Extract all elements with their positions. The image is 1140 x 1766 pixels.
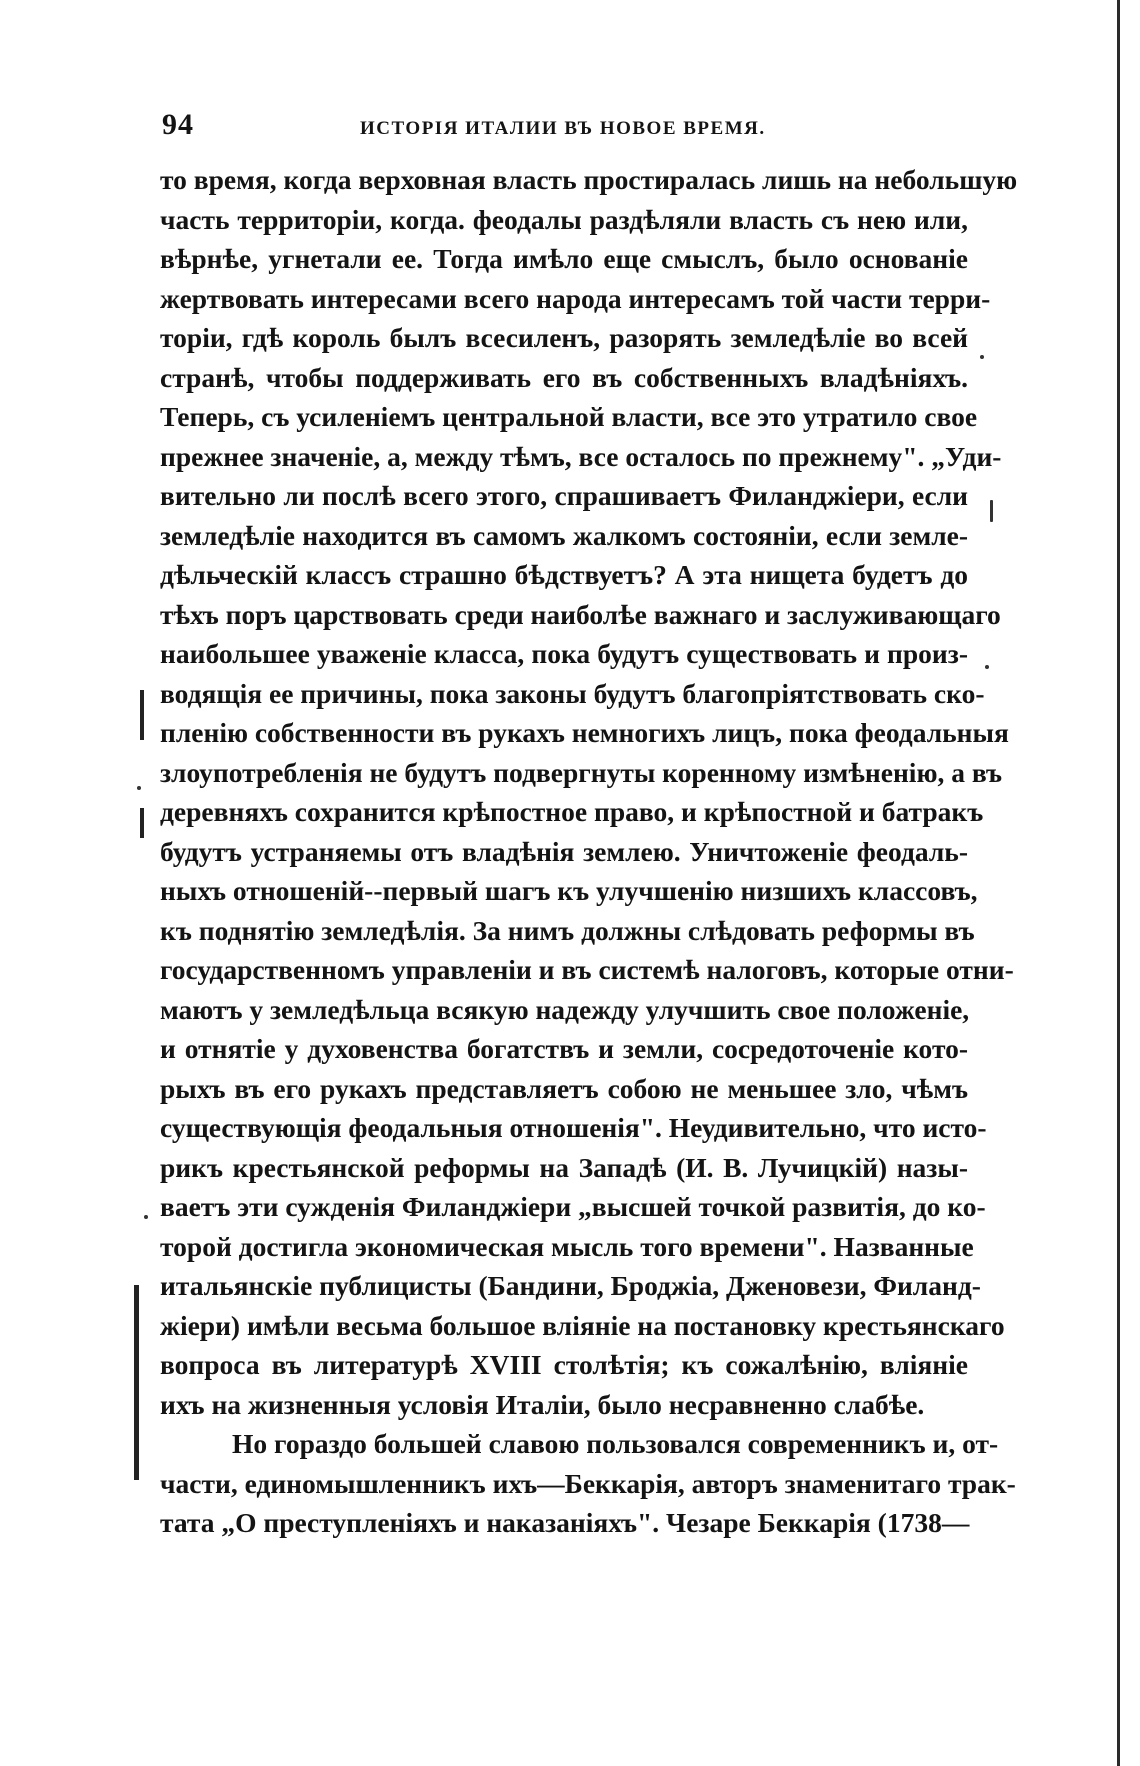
paragraph-start-line: Но гораздо большей славою пользовался современникъ и, от- <box>232 1428 999 1459</box>
text-line: пленію собственности въ рукахъ немногихъ лицъ, пока феодальныя <box>160 717 1009 748</box>
text-line: вительно ли послѣ всего этого, спрашиваетъ Филанджіери, если <box>160 480 968 511</box>
text-line: прежнее значеніе, а, между тѣмъ, все осталось по прежнему". „Уди- <box>160 440 1002 472</box>
text-line: маютъ у земледѣльца всякую надежду улучшить свое положеніе, <box>160 993 970 1025</box>
text-line: Теперь, съ усиленіемъ центральной власти, все это утратило свое <box>160 401 978 432</box>
text-line: то время, когда верховная власть простиралась лишь на небольшую <box>160 164 1018 195</box>
text-line: злоупотребленія не будутъ подвергнуты коренному измѣненію, а въ <box>160 756 1003 788</box>
text-line: къ поднятію земледѣлія. За нимъ должны слѣдовать реформы въ <box>160 914 975 946</box>
text-line: деревняхъ сохранится крѣпостное право, и крѣпостной и батракъ <box>160 796 984 827</box>
text-line: водящія ее причины, пока законы будутъ благопріятствовать ско- <box>160 677 985 709</box>
text-line: рикъ крестьянской реформы на Западѣ (И. В. Лучицкій) назы- <box>160 1151 968 1183</box>
text-line: торіи, гдѣ король былъ всесиленъ, разорять земледѣліе во всей <box>160 322 968 353</box>
text-line: земледѣліе находится въ самомъ жалкомъ состояніи, если земле- <box>160 519 968 551</box>
margin-speck <box>990 500 993 522</box>
text-line: будутъ устраняемы отъ владѣнія землею. Уничтоженіе феодаль- <box>160 835 968 867</box>
text-line: жіери) имѣли весьма большое вліяніе на постановку крестьянскаго <box>160 1309 1005 1341</box>
body-text <box>160 160 1018 1543</box>
margin-mark-sideline <box>134 1285 139 1480</box>
running-title: ИСТОРІЯ ИТАЛИИ ВЪ НОВОЕ ВРЕМЯ. <box>360 118 766 139</box>
page-edge-line <box>1117 0 1120 1766</box>
text-line: дѣльческій классъ страшно бѣдствуетъ? А эта нищета будетъ до <box>160 559 968 590</box>
text-line: и отнятіе у духовенства богатствъ и земли, сосредоточеніе кото- <box>160 1033 968 1064</box>
text-line: ваетъ эти сужденія Филанджіери „высшей точкой развитія, до ко- <box>160 1191 986 1222</box>
margin-speck <box>144 1215 148 1219</box>
text-line: наибольшее уваженіе класса, пока будутъ существовать и произ- <box>160 638 968 669</box>
margin-speck <box>137 786 141 790</box>
text-line: итальянскіе публицисты (Бандини, Броджіа, Дженовези, Филанд- <box>160 1270 981 1301</box>
text-line: рыхъ въ его рукахъ представляетъ собою не меньшее зло, чѣмъ <box>160 1072 968 1104</box>
text-line: часть территоріи, когда. феодалы раздѣляли власть съ нею или, <box>160 203 968 235</box>
margin-mark-bracket-mid <box>140 808 144 838</box>
text-line: тѣхъ поръ царствовать среди наиболѣе важнаго и заслуживающаго <box>160 598 1001 630</box>
margin-speck <box>985 665 989 669</box>
text-line: торой достигла экономическая мысль того времени". Названные <box>160 1230 974 1262</box>
text-line: странѣ, чтобы поддерживать его въ собственныхъ владѣніяхъ. <box>160 361 968 393</box>
text-line: ныхъ отношеній--первый шагъ къ улучшенію низшихъ классовъ, <box>160 875 978 906</box>
text-line: вѣрнѣе, угнетали ее. Тогда имѣло еще смыслъ, было основаніе <box>160 243 968 274</box>
margin-speck <box>980 355 984 359</box>
text-line: существующія феодальныя отношенія". Неудивительно, что исто- <box>160 1112 987 1143</box>
text-line: части, единомышленникъ ихъ—Беккарія, авторъ знаменитаго трак- <box>160 1467 1016 1499</box>
text-line: жертвовать интересами всего народа интересамъ той части терри- <box>160 282 991 314</box>
text-line: государственномъ управленіи и въ системѣ налоговъ, которые отни- <box>160 954 1014 985</box>
margin-mark-bracket-top <box>140 690 144 740</box>
text-line: вопроса въ литературѣ XVIII столѣтія; къ сожалѣнію, вліяніе <box>160 1349 968 1380</box>
text-line: тата „О преступленіяхъ и наказаніяхъ". Чезаре Беккарія (1738— <box>160 1507 970 1538</box>
paragraph-end-line: ихъ на жизненныя условія Италіи, было несравненно слабѣе. <box>160 1388 925 1420</box>
page-number: 94 <box>162 108 194 141</box>
